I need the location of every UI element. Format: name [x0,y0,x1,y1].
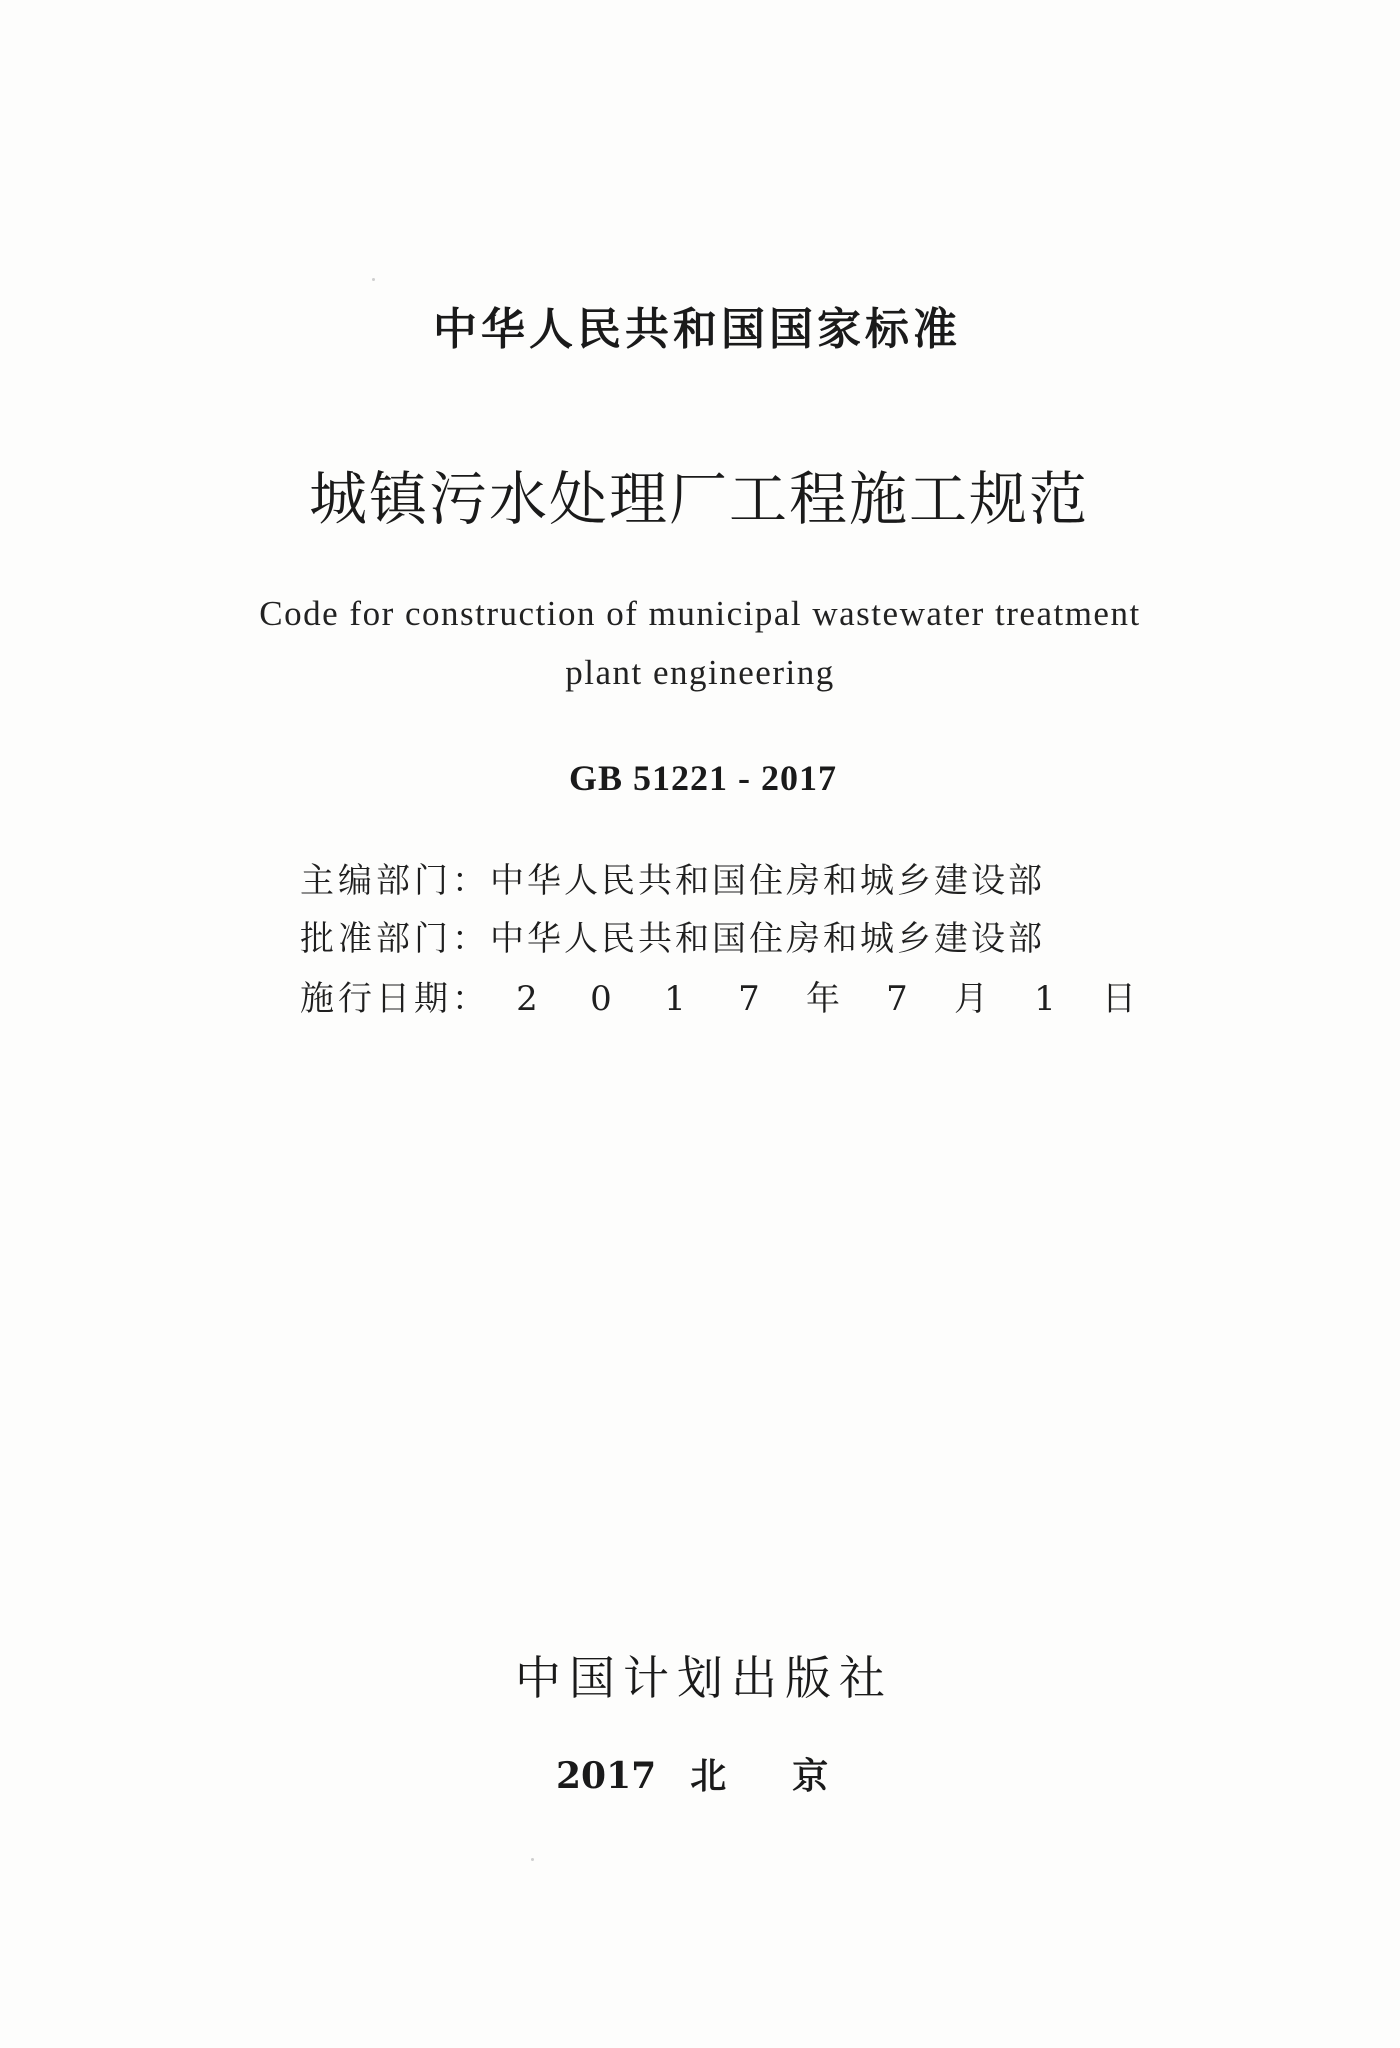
scan-speck [531,1858,534,1861]
effective-date-row [300,979,1136,1019]
chief-editor-row [300,861,1045,901]
effective-date-value [490,979,1136,1019]
publication-city-char-2: 京 [792,1755,829,1797]
publication-city-char-1: 北 [690,1755,727,1797]
effective-date-label: 施行日期： [300,979,490,1019]
publisher-name: 中国计划出版社 [515,1651,893,1705]
publication-year: 2017 [556,1755,657,1797]
title-english-line-2: plant engineering [565,653,835,692]
title-english-line-1: Code for construction of municipal wastewater treatment [259,594,1141,633]
approval-row [300,919,1045,959]
date-part: 1 [1034,979,1056,1019]
standard-code: GB 51221 - 2017 [568,758,837,798]
date-part: 日 [1102,979,1136,1019]
date-part: 7 [886,979,908,1019]
title-chinese: 城镇污水处理厂工程施工规范 [308,465,1089,533]
date-part: 月 [954,979,988,1019]
date-part: 7 [738,979,760,1019]
approval-value: 中华人民共和国住房和城乡建设部 [490,919,1045,959]
date-part: 1 [664,979,686,1019]
standard-category: 中华人民共和国国家标准 [433,304,961,355]
chief-editor-value: 中华人民共和国住房和城乡建设部 [490,861,1045,901]
date-part: 0 [590,979,612,1019]
approval-label: 批准部门： [300,919,490,959]
publication-place [556,1755,829,1797]
scan-speck [372,278,375,281]
date-part: 2 [516,979,538,1019]
chief-editor-label: 主编部门： [300,861,490,901]
date-part: 年 [806,979,840,1019]
